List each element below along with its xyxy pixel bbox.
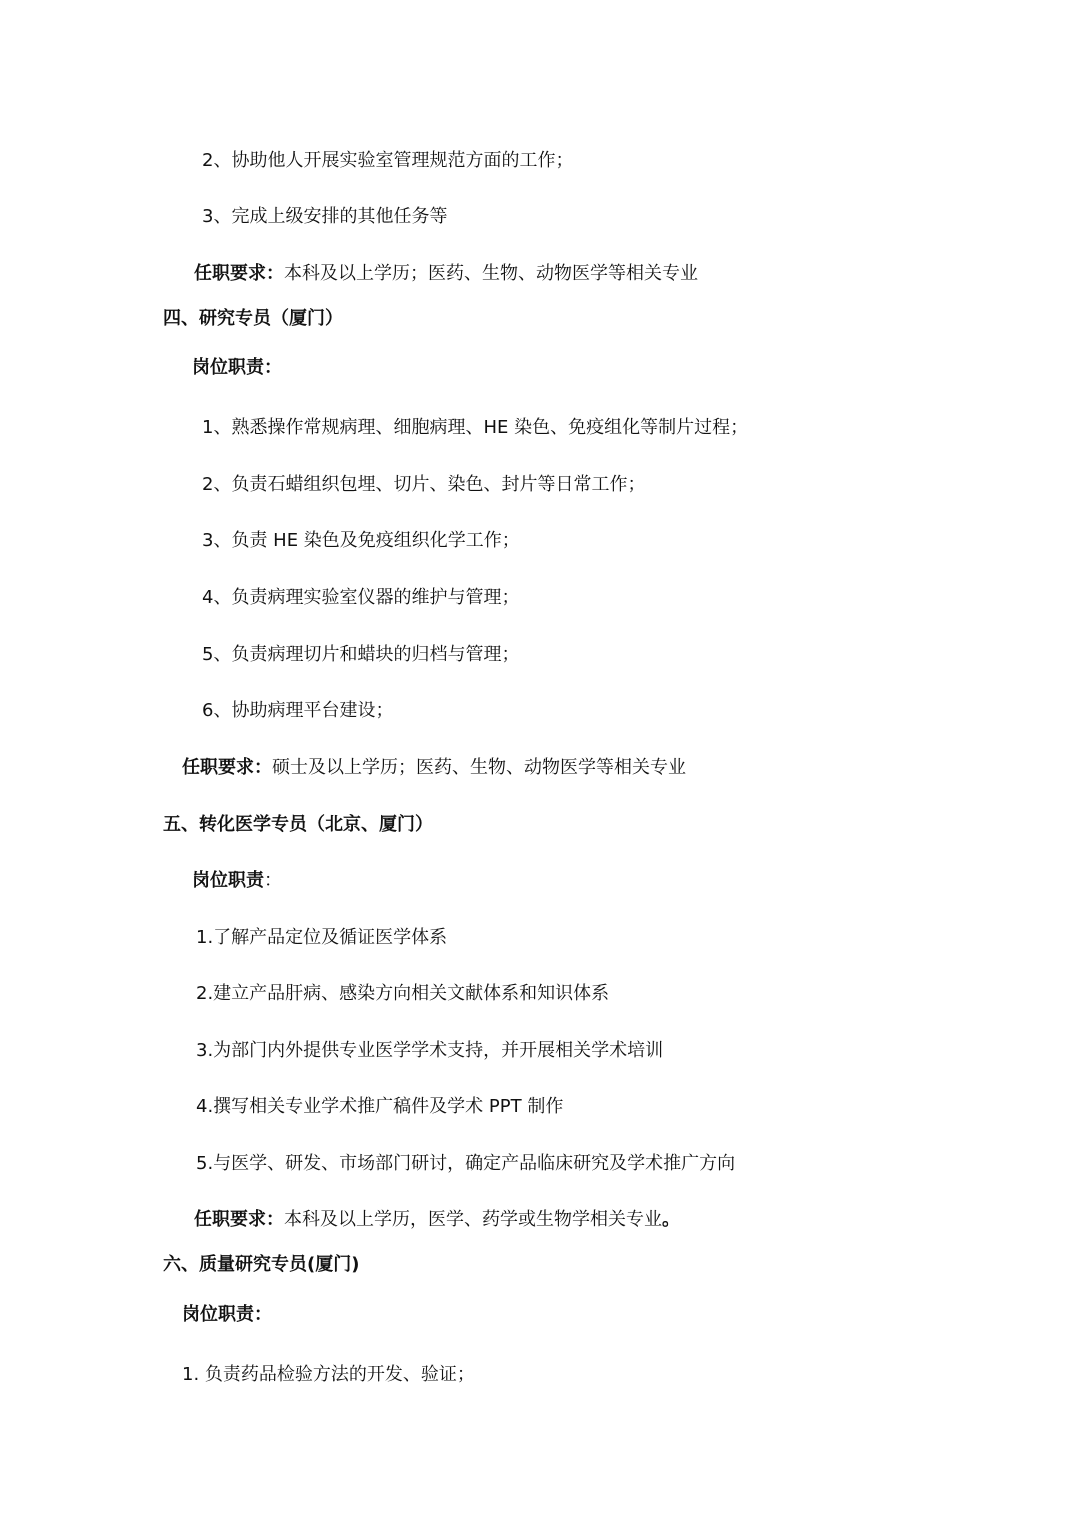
list-item: 2、负责石蜡组织包埋、切片、染色、封片等日常工作； [202,474,646,495]
requirement-text: 本科及以上学历；医药、生物、动物医学等相关专业 [284,263,698,284]
section-title: 四、研究专员（厦门） [163,308,343,329]
list-item: 5、负责病理切片和蜡块的归档与管理； [202,644,520,665]
list-item: 6、协助病理平台建设； [202,700,394,721]
duties-colon: ： [264,870,282,891]
list-item: 3.为部门内外提供专业医学学术支持，并开展相关学术培训 [196,1040,664,1061]
list-item: 1. 负责药品检验方法的开发、验证； [182,1364,475,1385]
section-title: 六、质量研究专员(厦门) [163,1254,360,1275]
requirement-text: 硕士及以上学历；医药、生物、动物医学等相关专业 [272,757,686,778]
list-item: 2.建立产品肝病、感染方向相关文献体系和知识体系 [196,983,610,1004]
list-item: 1.了解产品定位及循证医学体系 [196,927,448,948]
requirement-label: 任职要求： [194,263,284,284]
requirement-line [182,756,686,780]
duties-label: 岗位职责 [192,870,264,891]
requirement-text: 本科及以上学历，医学、药学或生物学相关专业 [284,1209,662,1230]
section-title: 五、转化医学专员（北京、厦门） [163,814,433,835]
requirement-line [194,262,698,286]
list-item: 4.撰写相关专业学术推广稿件及学术 PPT 制作 [196,1096,564,1117]
list-item: 3、负责 HE 染色及免疫组织化学工作； [202,530,520,551]
list-item: 4、负责病理实验室仪器的维护与管理； [202,587,520,608]
list-item: 2、协助他人开展实验室管理规范方面的工作； [202,150,574,171]
requirement-label: 任职要求： [194,1209,284,1230]
list-item: 1、熟悉操作常规病理、细胞病理、HE 染色、免疫组化等制片过程； [202,417,749,438]
duties-label: 岗位职责： [182,1304,272,1325]
requirement-line [194,1208,680,1232]
duties-label-line [192,869,282,893]
list-item: 5.与医学、研发、市场部门研讨，确定产品临床研究及学术推广方向 [196,1153,736,1174]
duties-label: 岗位职责： [192,357,282,378]
list-item: 3、完成上级安排的其他任务等 [202,206,448,227]
requirement-end: 。 [662,1209,680,1230]
requirement-label: 任职要求： [182,757,272,778]
